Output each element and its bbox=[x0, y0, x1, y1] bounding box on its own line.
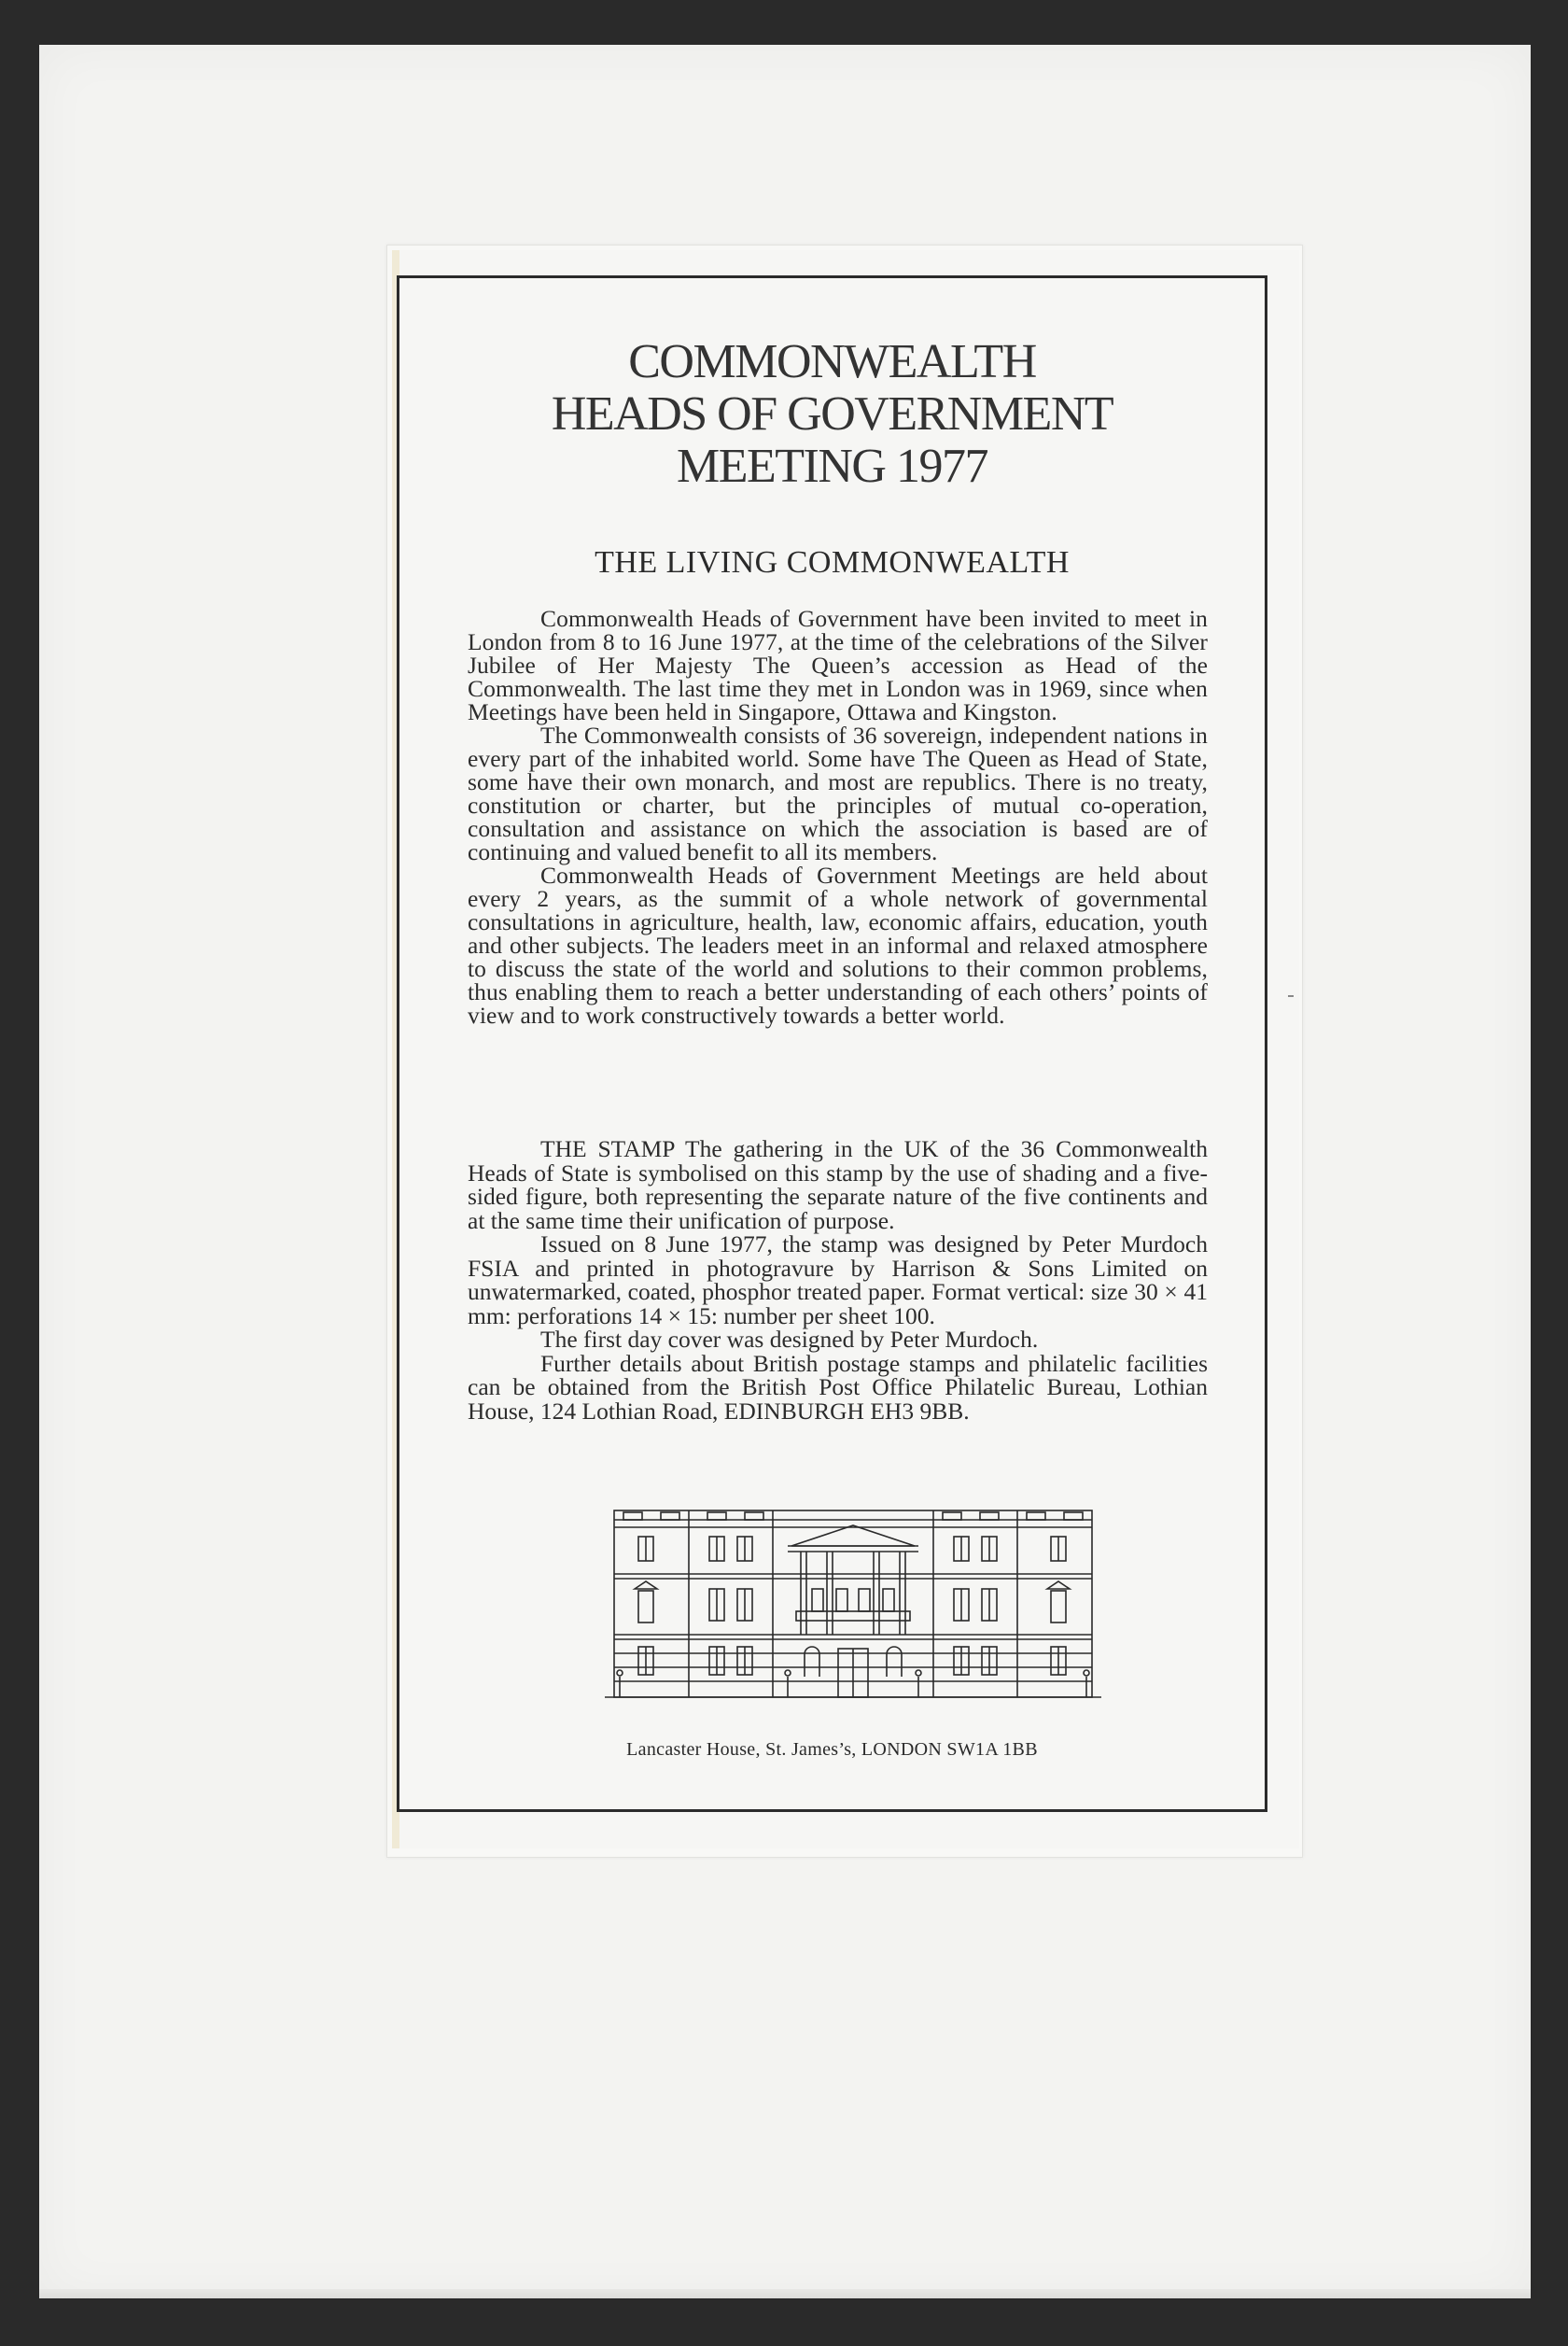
lancaster-house-illustration bbox=[605, 1499, 1101, 1709]
illustration-caption: Lancaster House, St. James’s, LONDON SW1A 1BB bbox=[626, 1739, 1038, 1760]
paragraph-commonwealth: The Commonwealth consists of 36 sovereign, independent nations in every part of the inhabited world. Some have The Queen as Head of State, some have their own monarch, and most are republics. There is no treaty, constitution or charter, but the principles of mutual co-operation, consultation and assistance on which the association is based are of continuing and valued benefit to all its members. bbox=[468, 722, 1208, 865]
leaflet-border-frame bbox=[397, 275, 1267, 1812]
title-line-3: MEETING 1977 bbox=[677, 440, 987, 493]
album-page-edge bbox=[39, 2289, 1531, 2298]
paragraph-meeting: Commonwealth Heads of Government have been invited to meet in London from 8 to 16 June 1977, at the time of the celebrations of the Silver Jubilee of Her Majesty The Queen’s accession as Head of the Commonwealth. The last time they met in London was in 1969, since when Meetings have been held in Singapore, Ottawa and Kingston. bbox=[468, 605, 1208, 725]
pencil-mark bbox=[1288, 995, 1294, 997]
paragraph-the-stamp: THE STAMP The gathering in the UK of the 36 Commonwealth Heads of State is symbolised on this stamp by the use of shading and a five-sided figure, both representing the separate nature of the five continents and at the same time their unification of purpose. bbox=[468, 1135, 1208, 1234]
title-line-1: COMMONWEALTH bbox=[628, 335, 1036, 388]
section-heading: THE LIVING COMMONWEALTH bbox=[595, 545, 1070, 580]
paragraph-first-day-cover: The first day cover was designed by Peter Murdoch. bbox=[540, 1326, 1039, 1353]
intro-text bbox=[468, 607, 1208, 1027]
paragraph-philatelic-bureau: Further details about British postage stamps and philatelic facilities can be obtained from the British Post Office Philatelic Bureau, Lothian House, 124 Lothian Road, EDINBURGH EH3 9BB. bbox=[468, 1349, 1208, 1425]
title-line-2: HEADS OF GOVERNMENT bbox=[551, 387, 1113, 441]
paragraph-issue-details: Issued on 8 June 1977, the stamp was designed by Peter Murdoch FSIA and printed in photogravure by Harrison & Sons Limited on unwatermarked, coated, phosphor treated paper. Format vertical: size 30 × 41 mm: perforations 14 × 15: number per sheet 100. bbox=[468, 1230, 1208, 1329]
leaflet-title bbox=[399, 336, 1265, 493]
stamp-details bbox=[468, 1137, 1208, 1423]
paragraph-meetings: Commonwealth Heads of Government Meetings are held about every 2 years, as the summit of a whole network of governmental consultations in agriculture, health, law, economic affairs, education, youth and other subjects. The leaders meet in an informal and relaxed atmosphere to discuss the state of the world and solutions to their common problems, thus enabling them to reach a better understanding of each others’ points of view and to work constructively towards a better world. bbox=[468, 862, 1208, 1029]
